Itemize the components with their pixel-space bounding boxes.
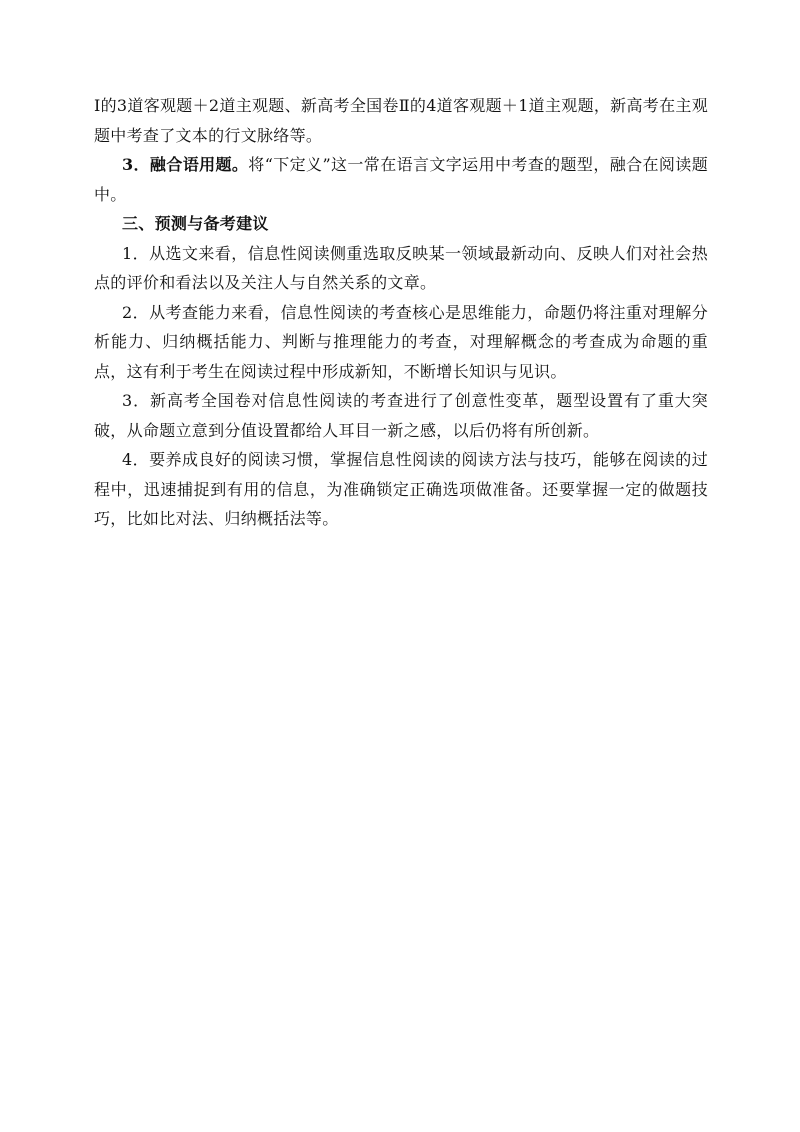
suggestion-paragraph-3: 3．新高考全国卷对信息性阅读的考查进行了创意性变革，题型设置有了重大突破，从命题立意到分值设置都给人耳目一新之感，以后仍将有所创新。 bbox=[94, 391, 708, 440]
document-body bbox=[94, 91, 708, 534]
suggestion-paragraph-4: 4．要养成良好的阅读习惯，掌握信息性阅读的阅读方法与技巧，能够在阅读的过程中，迅速捕捉到有用的信息，为准确锁定正确选项做准备。还要掌握一定的做题技巧，比如比对法、归纳概括法等。 bbox=[94, 450, 708, 528]
section-heading: 三、预测与备考建议 bbox=[122, 214, 269, 233]
item-3-label: 3．融合语用题。 bbox=[122, 155, 249, 174]
suggestion-paragraph-1: 1．从选文来看，信息性阅读侧重选取反映某一领域最新动向、反映人们对社会热点的评价和看法以及关注人与自然关系的文章。 bbox=[94, 243, 708, 292]
intro-paragraph: Ⅰ的3道客观题＋2道主观题、新高考全国卷Ⅱ的4道客观题＋1道主观题，新高考在主观题中考查了文本的行文脉络等。 bbox=[94, 96, 708, 145]
suggestion-paragraph-2: 2．从考查能力来看，信息性阅读的考查核心是思维能力，命题仍将注重对理解分析能力、归纳概括能力、判断与推理能力的考查，对理解概念的考查成为命题的重点，这有利于考生在阅读过程中形成新知，不断增长知识与见识。 bbox=[94, 302, 708, 381]
item-3-text: 将“下定义”这一常在语言文字运用中考查的题型，融合在阅读题中。 bbox=[94, 155, 708, 204]
item-3-paragraph bbox=[94, 150, 708, 209]
